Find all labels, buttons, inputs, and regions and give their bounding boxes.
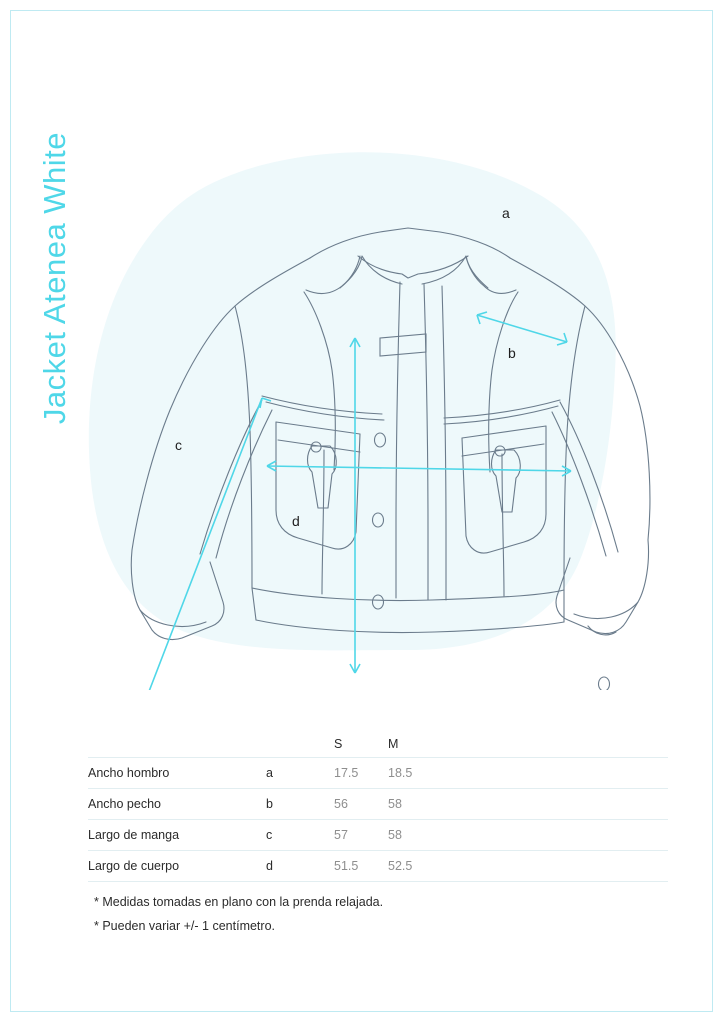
row-value-s: 57	[334, 828, 348, 842]
row-value-m: 58	[388, 828, 402, 842]
header-size-s: S	[334, 736, 343, 751]
row-label: Largo de manga	[88, 828, 180, 842]
measure-label-b: b	[508, 345, 516, 361]
note-line: * Medidas tomadas en plano con la prenda relajada.	[94, 895, 384, 909]
notes	[94, 890, 383, 939]
background-halo	[89, 152, 616, 650]
row-value-s: 56	[334, 797, 348, 811]
measure-label-d: d	[292, 513, 300, 529]
row-key: c	[266, 828, 273, 842]
table-header-row	[88, 730, 668, 758]
row-value-m: 18.5	[388, 766, 413, 780]
table-row	[88, 851, 668, 882]
measure-label-a: a	[502, 205, 510, 221]
row-key: a	[266, 766, 273, 780]
table-row	[88, 758, 668, 789]
row-value-s: 17.5	[334, 766, 359, 780]
row-label: Ancho pecho	[88, 797, 161, 811]
row-key: b	[266, 797, 273, 811]
product-title: Jacket Atenea White	[37, 131, 72, 425]
row-value-m: 52.5	[388, 859, 413, 873]
measure-label-c: c	[175, 437, 182, 453]
table-row	[88, 789, 668, 820]
table-row	[88, 820, 668, 851]
jacket-technical-drawing	[40, 110, 670, 690]
row-key: d	[266, 859, 273, 873]
row-label: Largo de cuerpo	[88, 859, 180, 873]
row-label: Ancho hombro	[88, 766, 170, 780]
note-line: * Pueden variar +/- 1 centímetro.	[94, 919, 275, 934]
row-value-m: 58	[388, 797, 402, 811]
row-value-s: 51.5	[334, 859, 359, 873]
header-size-m: M	[388, 736, 399, 751]
size-table	[88, 730, 668, 882]
